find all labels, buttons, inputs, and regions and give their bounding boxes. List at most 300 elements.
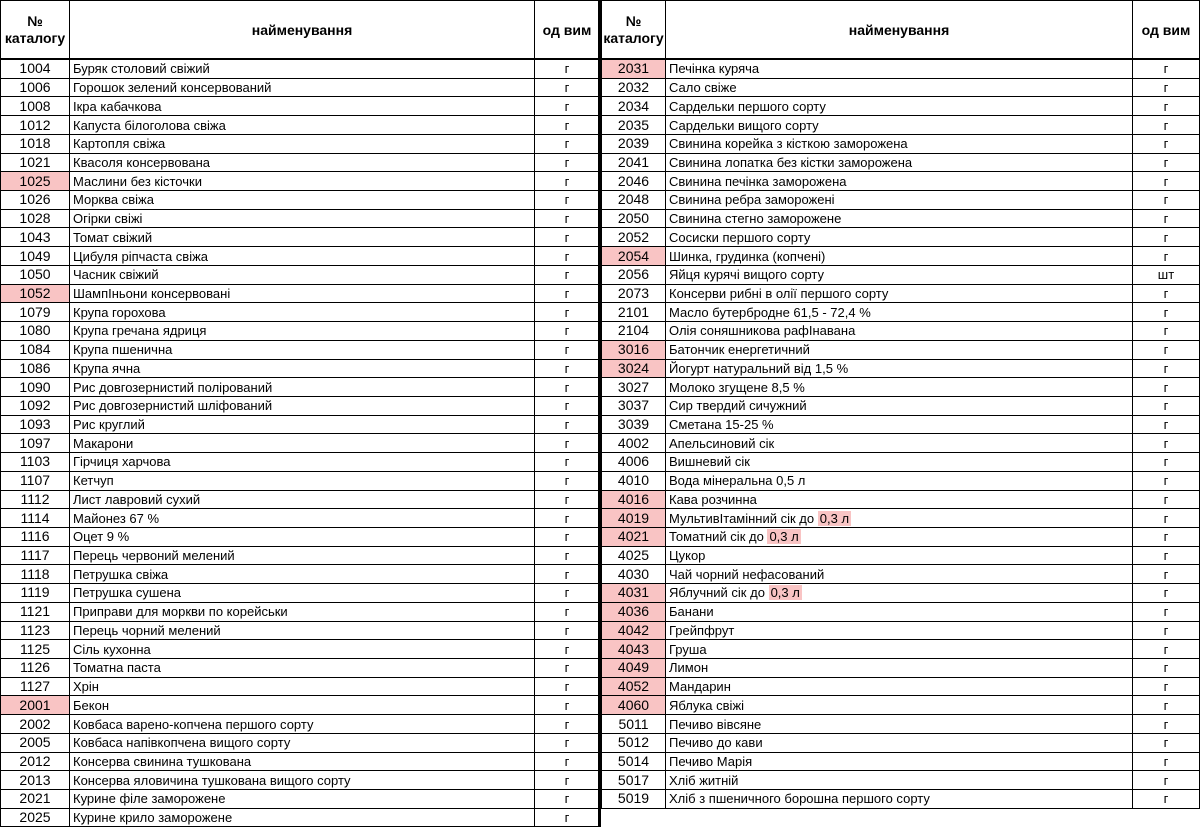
item-name-text: Свинина корейка з кісткою заморожена: [669, 136, 908, 152]
item-name: [666, 59, 1133, 78]
unit-of-measure: г: [535, 471, 600, 490]
catalog-code: 2034: [602, 97, 666, 116]
unit-of-measure: г: [535, 172, 600, 191]
table-row: [602, 752, 1200, 771]
table-row: [602, 733, 1200, 752]
item-name-text: Морква свіжа: [73, 192, 154, 208]
catalog-code: 1008: [1, 97, 70, 116]
item-name-text: Перець червоний мелений: [73, 548, 235, 564]
unit-of-measure: г: [535, 565, 600, 584]
unit-of-measure: г: [1133, 453, 1200, 472]
unit-of-measure: г: [535, 602, 600, 621]
catalog-code: 2104: [602, 322, 666, 341]
item-name: [666, 527, 1133, 546]
item-name: [666, 134, 1133, 153]
item-name-text: Шинка, грудинка (копчені): [669, 248, 826, 264]
header-row: [602, 1, 1200, 60]
unit-of-measure: г: [1133, 415, 1200, 434]
unit-of-measure: г: [1133, 715, 1200, 734]
catalog-code: 1018: [1, 134, 70, 153]
item-name-text: Курине крило заморожене: [73, 810, 233, 826]
item-name: [70, 340, 535, 359]
unit-of-measure: г: [535, 490, 600, 509]
catalog-code: 4049: [602, 659, 666, 678]
unit-of-measure: г: [535, 808, 600, 827]
item-name-text: Петрушка свіжа: [73, 566, 169, 582]
item-name-text: Рис довгозернистий полірований: [73, 379, 273, 395]
item-name: [70, 434, 535, 453]
table-row: [1, 378, 600, 397]
item-name: [666, 696, 1133, 715]
item-name: [70, 715, 535, 734]
table-row: [602, 715, 1200, 734]
item-name-text: Груша: [669, 641, 707, 657]
item-name-text: Сало свіже: [669, 80, 737, 96]
unit-of-measure: г: [1133, 434, 1200, 453]
item-name-text: Ковбаса варено-копчена першого сорту: [73, 716, 314, 732]
catalog-code: 1126: [1, 659, 70, 678]
item-name-text: Картопля свіжа: [73, 136, 166, 152]
item-name: [666, 415, 1133, 434]
catalog-code: 2021: [1, 790, 70, 809]
table-row: [602, 359, 1200, 378]
table-row: [602, 59, 1200, 78]
unit-of-measure: г: [1133, 322, 1200, 341]
table-row: [1, 602, 600, 621]
item-name-text: Печиво вівсяне: [669, 716, 762, 732]
item-name-text: Мандарин: [669, 679, 731, 695]
catalog-code: 3024: [602, 359, 666, 378]
catalog-code: 2101: [602, 303, 666, 322]
table-row: [1, 434, 600, 453]
catalog-code: 1025: [1, 172, 70, 191]
item-name-text: Апельсиновий сік: [669, 435, 775, 451]
unit-of-measure: г: [1133, 134, 1200, 153]
unit-of-measure: г: [535, 303, 600, 322]
unit-of-measure: г: [1133, 771, 1200, 790]
table-row: [602, 546, 1200, 565]
unit-of-measure: г: [535, 659, 600, 678]
item-name: [666, 265, 1133, 284]
item-name: [70, 247, 535, 266]
item-name-text: Яблучний сік до: [669, 585, 765, 601]
table-row: [602, 509, 1200, 528]
unit-of-measure: г: [535, 378, 600, 397]
item-name-text: Свинина ребра заморожені: [669, 192, 835, 208]
catalog-code: 3016: [602, 340, 666, 359]
table-row: [602, 209, 1200, 228]
unit-of-measure: г: [535, 97, 600, 116]
item-name-text: Вишневий сік: [669, 454, 750, 470]
item-name: [666, 172, 1133, 191]
catalog-code: 2035: [602, 116, 666, 135]
item-name-text: Буряк столовий свіжий: [73, 61, 210, 77]
table-row: [1, 59, 600, 78]
unit-of-measure: г: [535, 771, 600, 790]
catalog-code: 4030: [602, 565, 666, 584]
catalog-code: 2039: [602, 134, 666, 153]
item-name: [70, 733, 535, 752]
table-row: [1, 396, 600, 415]
item-name: [70, 322, 535, 341]
item-name: [666, 378, 1133, 397]
table-row: [602, 415, 1200, 434]
unit-of-measure: г: [1133, 247, 1200, 266]
item-name: [70, 602, 535, 621]
header-name: найменування: [666, 1, 1133, 60]
item-name: [666, 715, 1133, 734]
item-name: [70, 677, 535, 696]
item-name: [70, 209, 535, 228]
catalog-code: 1050: [1, 265, 70, 284]
table-row: [1, 322, 600, 341]
table-row: [1, 771, 600, 790]
header-name: найменування: [70, 1, 535, 60]
table-row: [1, 228, 600, 247]
item-name: [70, 59, 535, 78]
catalog-code: 3027: [602, 378, 666, 397]
catalog-code: 4006: [602, 453, 666, 472]
item-name-text: Чай чорний нефасований: [669, 566, 825, 582]
item-name-text: Печінка куряча: [669, 61, 760, 77]
table-row: [602, 565, 1200, 584]
table-row: [602, 434, 1200, 453]
item-name-text: Масло бутербродне 61,5 - 72,4 %: [669, 304, 871, 320]
item-name: [666, 771, 1133, 790]
table-row: [1, 303, 600, 322]
item-name: [666, 677, 1133, 696]
table-row: [602, 97, 1200, 116]
item-name: [666, 359, 1133, 378]
catalog-code: 1121: [1, 602, 70, 621]
table-row: [602, 453, 1200, 472]
catalog-code: 1021: [1, 153, 70, 172]
item-name-text: Олія соняшникова рафІнавана: [669, 323, 856, 339]
item-name-text: Сардельки вищого сорту: [669, 117, 819, 133]
item-name: [70, 153, 535, 172]
catalog-code: 1028: [1, 209, 70, 228]
item-name: [70, 116, 535, 135]
item-name-text: Бекон: [73, 697, 110, 713]
table-row: [1, 490, 600, 509]
unit-of-measure: г: [535, 116, 600, 135]
table-row: [1, 247, 600, 266]
catalog-code: 5019: [602, 790, 666, 809]
item-name-text: ШампІньони консервовані: [73, 285, 231, 301]
item-name-text: Печиво Марія: [669, 753, 753, 769]
catalog-code: 1092: [1, 396, 70, 415]
item-name: [70, 265, 535, 284]
unit-of-measure: г: [1133, 303, 1200, 322]
table-row: [1, 209, 600, 228]
unit-of-measure: г: [1133, 733, 1200, 752]
unit-of-measure: г: [1133, 752, 1200, 771]
catalog-code: 2001: [1, 696, 70, 715]
item-name: [666, 284, 1133, 303]
item-volume-highlight: 0,3 л: [770, 585, 800, 601]
table-row: [602, 134, 1200, 153]
unit-of-measure: г: [1133, 584, 1200, 603]
table-row: [602, 322, 1200, 341]
unit-of-measure: г: [1133, 78, 1200, 97]
table-row: [602, 153, 1200, 172]
table-row: [602, 790, 1200, 809]
unit-of-measure: г: [535, 228, 600, 247]
unit-of-measure: г: [1133, 659, 1200, 678]
catalog-code: 1112: [1, 490, 70, 509]
catalog-code: 1079: [1, 303, 70, 322]
catalog-code: 1116: [1, 527, 70, 546]
table-row: [602, 247, 1200, 266]
table-row: [602, 471, 1200, 490]
item-name: [70, 378, 535, 397]
catalog-code: 4025: [602, 546, 666, 565]
item-name: [70, 284, 535, 303]
catalog-code: 1049: [1, 247, 70, 266]
item-name: [70, 453, 535, 472]
item-name-text: Оцет 9 %: [73, 529, 130, 545]
table-row: [602, 265, 1200, 284]
catalog-code: 1123: [1, 621, 70, 640]
table-row: [1, 527, 600, 546]
catalog-code: 1117: [1, 546, 70, 565]
catalog-code: 1107: [1, 471, 70, 490]
unit-of-measure: г: [1133, 696, 1200, 715]
item-name-text: Макарони: [73, 435, 134, 451]
item-name: [666, 565, 1133, 584]
catalog-code: 1090: [1, 378, 70, 397]
catalog-code: 2056: [602, 265, 666, 284]
unit-of-measure: г: [1133, 359, 1200, 378]
item-name: [666, 97, 1133, 116]
catalog-code: 1004: [1, 59, 70, 78]
header-num-label: каталогу: [603, 29, 664, 46]
unit-of-measure: г: [1133, 153, 1200, 172]
catalog-code: 4031: [602, 584, 666, 603]
table-row: [1, 78, 600, 97]
table-row: [1, 359, 600, 378]
unit-of-measure: г: [535, 78, 600, 97]
table-row: [602, 78, 1200, 97]
item-name: [70, 546, 535, 565]
unit-of-measure: шт: [1133, 265, 1200, 284]
item-name-text: Яйця курячі вищого сорту: [669, 267, 824, 283]
item-name: [666, 453, 1133, 472]
catalog-code: 4002: [602, 434, 666, 453]
item-name: [70, 808, 535, 827]
item-name: [666, 191, 1133, 210]
catalog-code: 1114: [1, 509, 70, 528]
item-name-text: Грейпфрут: [669, 622, 735, 638]
table-row: [1, 153, 600, 172]
table-row: [1, 696, 600, 715]
item-name: [70, 228, 535, 247]
item-name: [666, 602, 1133, 621]
header-num-symbol: №: [625, 12, 642, 29]
catalog-code: 1080: [1, 322, 70, 341]
item-name: [666, 733, 1133, 752]
item-name-text: Консерви рибні в олії першого сорту: [669, 285, 889, 301]
item-name: [666, 303, 1133, 322]
item-name: [70, 134, 535, 153]
item-name-text: Хрін: [73, 679, 99, 695]
item-name: [70, 509, 535, 528]
catalog-code: 1103: [1, 453, 70, 472]
unit-of-measure: г: [535, 134, 600, 153]
catalog-code: 2025: [1, 808, 70, 827]
item-name-text: Вода мінеральна 0,5 л: [669, 473, 806, 489]
item-name-text: Свинина стегно заморожене: [669, 211, 842, 227]
item-name: [666, 752, 1133, 771]
catalog-code: 2032: [602, 78, 666, 97]
unit-of-measure: г: [1133, 527, 1200, 546]
item-name: [666, 509, 1133, 528]
item-name: [70, 790, 535, 809]
table-row: [1, 808, 600, 827]
catalog-code: 5017: [602, 771, 666, 790]
catalog-code: 2052: [602, 228, 666, 247]
item-name-text: Маслини без кісточки: [73, 173, 202, 189]
table-row: [602, 640, 1200, 659]
item-name: [70, 490, 535, 509]
unit-of-measure: г: [535, 453, 600, 472]
item-name: [666, 790, 1133, 809]
table-row: [1, 584, 600, 603]
catalog-code: 5014: [602, 752, 666, 771]
catalog-code: 4042: [602, 621, 666, 640]
table-row: [602, 378, 1200, 397]
item-name: [70, 471, 535, 490]
item-name-text: Крупа ячна: [73, 360, 141, 376]
unit-of-measure: г: [535, 434, 600, 453]
item-name: [70, 527, 535, 546]
item-name-text: Кава розчинна: [669, 491, 757, 507]
item-name-text: Хліб з пшеничного борошна першого сорту: [669, 791, 930, 807]
item-name: [70, 659, 535, 678]
item-volume-highlight: 0,3 л: [769, 529, 799, 545]
item-name: [666, 659, 1133, 678]
catalog-code: 1097: [1, 434, 70, 453]
unit-of-measure: г: [535, 415, 600, 434]
item-name: [70, 771, 535, 790]
item-name: [666, 621, 1133, 640]
catalog-code: 1093: [1, 415, 70, 434]
item-name-text: Цукор: [669, 548, 706, 564]
item-volume-highlight: 0,3 л: [819, 510, 850, 526]
table-row: [1, 715, 600, 734]
item-name: [70, 621, 535, 640]
item-name-text: Свинина печінка заморожена: [669, 173, 847, 189]
item-name-text: Перець чорний мелений: [73, 622, 221, 638]
item-name-text: Кетчуп: [73, 473, 114, 489]
header-num-label: каталогу: [4, 29, 66, 46]
item-name: [666, 546, 1133, 565]
item-name: [666, 209, 1133, 228]
unit-of-measure: г: [535, 265, 600, 284]
unit-of-measure: г: [535, 247, 600, 266]
catalog-code: 5011: [602, 715, 666, 734]
catalog-code: 3037: [602, 396, 666, 415]
item-name-text: Батончик енергетичний: [669, 342, 810, 358]
table-row: [602, 584, 1200, 603]
unit-of-measure: г: [535, 359, 600, 378]
item-name-text: Курине філе заморожене: [73, 791, 226, 807]
catalog-code: 4043: [602, 640, 666, 659]
item-name-text: Лист лавровий сухий: [73, 491, 201, 507]
catalog-code: 1043: [1, 228, 70, 247]
item-name-text: Сметана 15-25 %: [669, 417, 774, 433]
table-row: [1, 565, 600, 584]
item-name-text: Петрушка сушена: [73, 585, 181, 601]
table-row: [602, 527, 1200, 546]
item-name-text: Печиво до кави: [669, 735, 763, 751]
catalog-code: 2054: [602, 247, 666, 266]
item-name-text: Сир твердий сичужний: [669, 398, 807, 414]
table-row: [602, 303, 1200, 322]
table-row: [602, 284, 1200, 303]
unit-of-measure: г: [1133, 97, 1200, 116]
table-row: [1, 415, 600, 434]
item-name-text: Ковбаса напівкопчена вищого сорту: [73, 735, 291, 751]
unit-of-measure: г: [535, 59, 600, 78]
item-name: [666, 471, 1133, 490]
table-row: [602, 771, 1200, 790]
unit-of-measure: г: [535, 733, 600, 752]
item-name-text: Горошок зелений консервований: [73, 80, 272, 96]
unit-of-measure: г: [1133, 509, 1200, 528]
item-name: [70, 172, 535, 191]
item-name-text: Ікра кабачкова: [73, 98, 162, 114]
unit-of-measure: г: [1133, 677, 1200, 696]
catalog-code: 2005: [1, 733, 70, 752]
item-name: [666, 247, 1133, 266]
catalog-code: 1118: [1, 565, 70, 584]
unit-of-measure: г: [1133, 396, 1200, 415]
catalog-code: 1012: [1, 116, 70, 135]
item-name: [666, 116, 1133, 135]
catalog-code: 1086: [1, 359, 70, 378]
table-row: [602, 340, 1200, 359]
unit-of-measure: г: [535, 153, 600, 172]
catalog-code: 2041: [602, 153, 666, 172]
item-name: [70, 78, 535, 97]
catalog-code: 2013: [1, 771, 70, 790]
item-name: [70, 640, 535, 659]
header-catalog-number: [1, 1, 70, 60]
item-name-text: Цибуля ріпчаста свіжа: [73, 248, 209, 264]
unit-of-measure: г: [535, 396, 600, 415]
item-name-text: Крупа пшенична: [73, 342, 173, 358]
catalog-code: 1119: [1, 584, 70, 603]
item-name: [666, 340, 1133, 359]
table-row: [602, 602, 1200, 621]
unit-of-measure: г: [1133, 640, 1200, 659]
catalog-code: 4010: [602, 471, 666, 490]
header-catalog-number: [602, 1, 666, 60]
unit-of-measure: г: [535, 546, 600, 565]
table-row: [1, 116, 600, 135]
catalog-code: 2046: [602, 172, 666, 191]
unit-of-measure: г: [1133, 790, 1200, 809]
unit-of-measure: г: [535, 621, 600, 640]
unit-of-measure: г: [535, 584, 600, 603]
item-name: [70, 565, 535, 584]
item-name-text: Томатний сік до: [669, 529, 764, 545]
unit-of-measure: г: [1133, 284, 1200, 303]
table-row: [602, 659, 1200, 678]
unit-of-measure: г: [1133, 621, 1200, 640]
item-name-text: Приправи для моркви по корейськи: [73, 604, 288, 620]
